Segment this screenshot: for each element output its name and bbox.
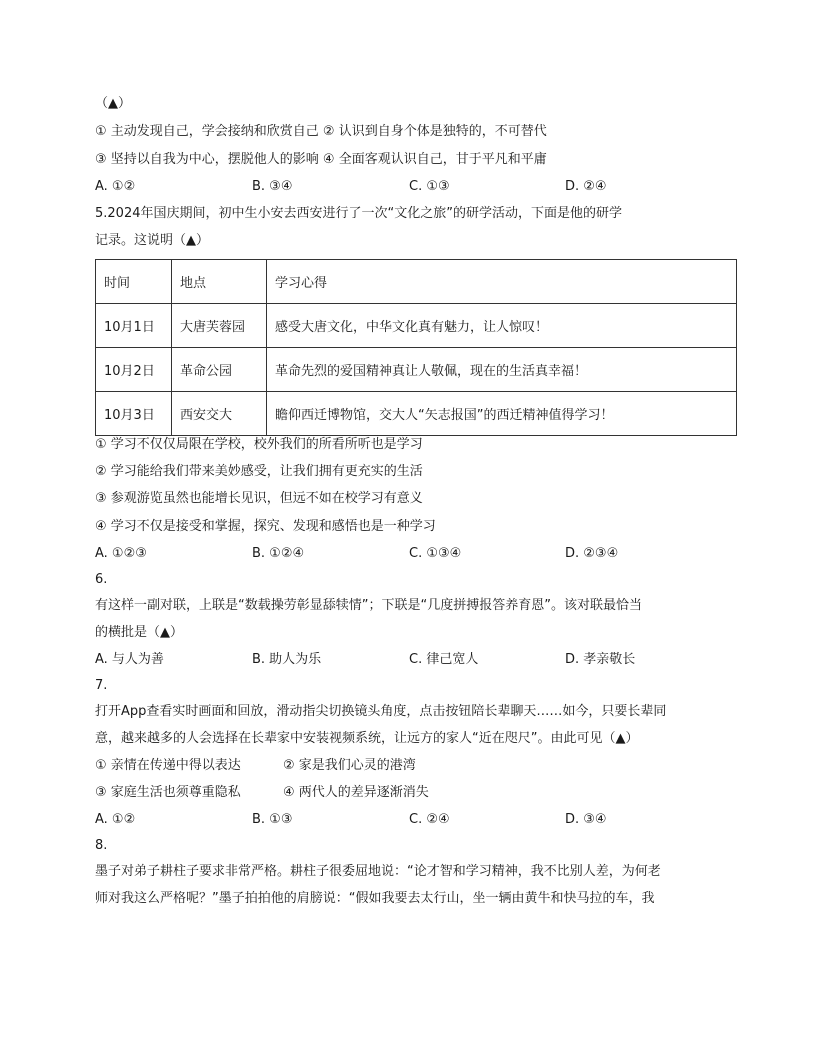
study-record-table (95, 259, 737, 436)
table-row (96, 304, 737, 348)
q4-option-b: B. ③④ (252, 179, 293, 194)
q5-statement-1: ① 学习不仅仅局限在学校，校外我们的所看所听也是学习 (95, 437, 423, 452)
cell-time: 10月3日 (96, 392, 172, 436)
header-place: 地点 (172, 260, 267, 304)
q6-option-b: B. 助人为乐 (252, 652, 322, 667)
cell-reflection: 革命先烈的爱国精神真让人敬佩，现在的生活真幸福！ (267, 348, 737, 392)
q7-statement-2: ② 家是我们心灵的港湾 (283, 758, 416, 773)
table-header-row (96, 260, 737, 304)
q8-number: 8. (95, 838, 108, 853)
cell-time: 10月2日 (96, 348, 172, 392)
q5-option-a: A. ①②③ (95, 546, 147, 561)
q4-option-a: A. ①② (95, 179, 136, 194)
q6-number: 6. (95, 572, 108, 587)
q4-option-d: D. ②④ (565, 179, 607, 194)
q4-statements-1-2: ① 主动发现自己，学会接纳和欣赏自己 ② 认识到自身个体是独特的，不可替代 (95, 124, 547, 139)
q5-option-b: B. ①②④ (252, 546, 305, 561)
cell-place: 西安交大 (172, 392, 267, 436)
q8-stem-line1: 墨子对弟子耕柱子要求非常严格。耕柱子很委屈地说：“论才智和学习精神，我不比别人差，为何老 (95, 864, 661, 879)
q4-statements-3-4: ③ 坚持以自我为中心，摆脱他人的影响 ④ 全面客观认识自己，甘于平凡和平庸 (95, 152, 547, 167)
q7-statement-3: ③ 家庭生活也须尊重隐私 (95, 785, 241, 800)
q7-statement-1: ① 亲情在传递中得以表达 (95, 758, 241, 773)
q7-number: 7. (95, 678, 108, 693)
q6-option-d: D. 孝亲敬长 (565, 652, 636, 667)
q7-statement-4: ④ 两代人的差异逐渐消失 (283, 785, 429, 800)
header-time: 时间 (96, 260, 172, 304)
q4-option-c: C. ①③ (409, 179, 450, 194)
q7-option-a: A. ①② (95, 812, 136, 827)
q5-stem-line2: 记录。这说明（▲） (95, 233, 209, 248)
q7-stem-line2: 意，越来越多的人会选择在长辈家中安装视频系统，让远方的家人“近在咫尺”。由此可见（▲） (95, 731, 639, 746)
q7-option-d: D. ③④ (565, 812, 607, 827)
q7-option-b: B. ①③ (252, 812, 293, 827)
q5-option-c: C. ①③④ (409, 546, 462, 561)
q8-stem-line2: 师对我这么严格呢？”墨子拍拍他的肩膀说：“假如我要去太行山，坐一辆由黄牛和快马拉的车，我 (95, 891, 655, 906)
q5-statement-4: ④ 学习不仅是接受和掌握，探究、发现和感悟也是一种学习 (95, 519, 436, 534)
header-reflection: 学习心得 (267, 260, 737, 304)
q6-option-c: C. 律己宽人 (409, 652, 479, 667)
cell-reflection: 瞻仰西迁博物馆，交大人“矢志报国”的西迁精神值得学习！ (267, 392, 737, 436)
q5-statement-3: ③ 参观游览虽然也能增长见识，但远不如在校学习有意义 (95, 491, 423, 506)
q4-stem-tail: （▲） (95, 96, 131, 111)
cell-place: 大唐芙蓉园 (172, 304, 267, 348)
q5-statement-2: ② 学习能给我们带来美妙感受，让我们拥有更充实的生活 (95, 464, 423, 479)
cell-time: 10月1日 (96, 304, 172, 348)
q6-option-a: A. 与人为善 (95, 652, 164, 667)
q7-stem-line1: 打开App查看实时画面和回放，滑动指尖切换镜头角度，点击按钮陪长辈聊天……如今，只要长辈同 (95, 704, 667, 719)
q5-stem-line1: 5.2024年国庆期间，初中生小安去西安进行了一次“文化之旅”的研学活动，下面是他的研学 (95, 206, 622, 221)
q6-stem-line1: 有这样一副对联，上联是“数载操劳彰显舔犊情”；下联是“几度拼搏报答养育恩”。该对联最恰当 (95, 598, 642, 613)
q7-option-c: C. ②④ (409, 812, 450, 827)
table-row (96, 348, 737, 392)
table-row (96, 392, 737, 436)
q5-option-d: D. ②③④ (565, 546, 619, 561)
cell-reflection: 感受大唐文化，中华文化真有魅力，让人惊叹！ (267, 304, 737, 348)
cell-place: 革命公园 (172, 348, 267, 392)
q6-stem-line2: 的横批是（▲） (95, 625, 183, 640)
